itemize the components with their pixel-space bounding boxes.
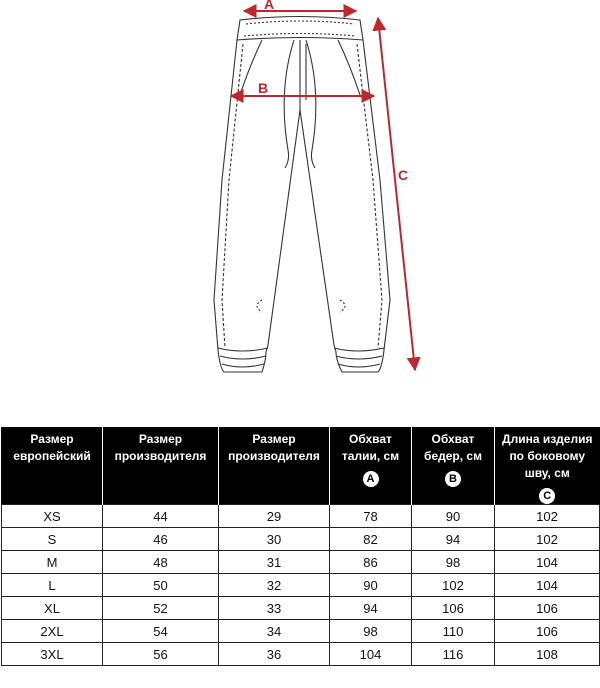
marker-c-icon: C (539, 488, 555, 504)
pants-outline (214, 17, 390, 373)
right-pocket (338, 40, 360, 95)
table-cell: 44 (103, 505, 219, 528)
table-body (2, 505, 600, 666)
table-cell: 36 (219, 643, 330, 666)
drawstring-left (284, 40, 294, 168)
header-cell (412, 427, 495, 505)
table-cell: 2XL (2, 620, 103, 643)
table-row (2, 643, 600, 666)
size-chart-table (1, 427, 600, 666)
header-label: Обхват бедер, см (424, 432, 482, 463)
table-cell: 34 (219, 620, 330, 643)
table-cell: 116 (412, 643, 495, 666)
measure-a (244, 0, 356, 12)
table-row (2, 620, 600, 643)
table-cell: 30 (219, 528, 330, 551)
header-cell (330, 427, 412, 505)
table-cell: 56 (103, 643, 219, 666)
table-cell: XS (2, 505, 103, 528)
table-cell: 102 (412, 574, 495, 597)
table-cell: 90 (330, 574, 412, 597)
header-label: Обхват талии, см (341, 432, 400, 463)
table-cell: 29 (219, 505, 330, 528)
table-cell: 52 (103, 597, 219, 620)
marker-b-icon: B (445, 471, 461, 487)
header-cell (103, 427, 219, 505)
measure-c-label: C (398, 167, 409, 183)
waistband (237, 17, 363, 41)
table-cell: 102 (495, 505, 600, 528)
table-cell: 104 (495, 574, 600, 597)
table-cell: L (2, 574, 103, 597)
table-cell: 98 (412, 551, 495, 574)
table-cell: XL (2, 597, 103, 620)
measure-c (378, 18, 415, 370)
measure-a-label: A (264, 0, 275, 12)
table-cell: 48 (103, 551, 219, 574)
header-cell (2, 427, 103, 505)
header-cell (219, 427, 330, 505)
table-cell: 78 (330, 505, 412, 528)
marker-a-icon: A (363, 471, 379, 487)
table-cell: 110 (412, 620, 495, 643)
header-label: Размер производителя (228, 432, 320, 463)
table-row (2, 574, 600, 597)
table-cell: 3XL (2, 643, 103, 666)
table-cell: 33 (219, 597, 330, 620)
table-cell: 108 (495, 643, 600, 666)
table-row (2, 528, 600, 551)
table-cell: 90 (412, 505, 495, 528)
drawstring-right (306, 40, 316, 168)
table-cell: 102 (495, 528, 600, 551)
table-cell: 86 (330, 551, 412, 574)
table-cell: 46 (103, 528, 219, 551)
table-row (2, 551, 600, 574)
table-cell: M (2, 551, 103, 574)
measure-b (231, 80, 374, 96)
measure-b-label: B (258, 80, 269, 96)
table-cell: 94 (412, 528, 495, 551)
table-header-row (2, 427, 600, 505)
left-cuff (218, 348, 268, 367)
table-row (2, 505, 600, 528)
header-label: Размер европейский (13, 432, 91, 463)
right-leg (300, 40, 390, 372)
table-cell: 106 (495, 597, 600, 620)
table-cell: 98 (330, 620, 412, 643)
right-cuff (334, 348, 384, 367)
table-cell: 32 (219, 574, 330, 597)
table-cell: 104 (495, 551, 600, 574)
table-cell: 106 (412, 597, 495, 620)
table-cell: 94 (330, 597, 412, 620)
table-cell: 54 (103, 620, 219, 643)
header-label: Длина изделия по боковому шву, см (502, 432, 593, 480)
left-leg (214, 40, 300, 372)
table-cell: 82 (330, 528, 412, 551)
table-cell: 104 (330, 643, 412, 666)
table-cell: S (2, 528, 103, 551)
header-cell (495, 427, 600, 505)
table-cell: 31 (219, 551, 330, 574)
table-cell: 50 (103, 574, 219, 597)
table-row (2, 597, 600, 620)
table-cell: 106 (495, 620, 600, 643)
header-label: Размер производителя (114, 432, 207, 463)
